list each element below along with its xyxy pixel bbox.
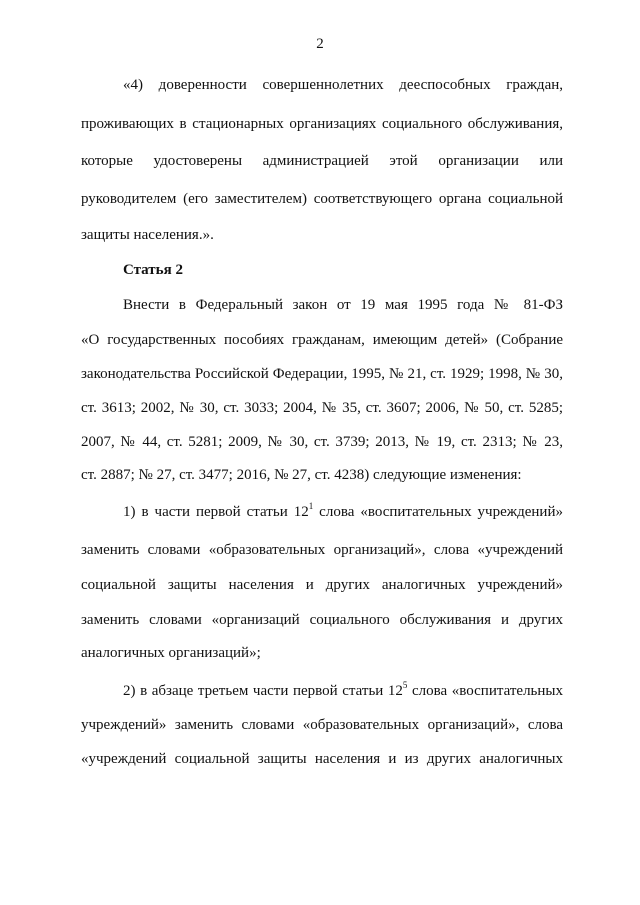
paragraph2-line-2: «О государственных пособиях гражданам, имеющим детей» (Собрание (81, 332, 563, 348)
item1-line-4: заменить словами «организаций социального обслуживания и других (81, 612, 563, 628)
item1-line-5: аналогичных организаций»; (81, 645, 261, 661)
item2-superscript: 5 (402, 680, 408, 690)
paragraph2-line-3: законодательства Российской Федерации, 1995, № 21, ст. 1929; 1998, № 30, (81, 366, 563, 382)
item1-superscript: 1 (308, 501, 314, 511)
paragraph2-line-6: ст. 2887; № 27, ст. 3477; 2016, № 27, ст. 4238) следующие изменения: (81, 467, 522, 483)
item1-text-after: слова «воспитательных учреждений» (313, 504, 563, 520)
item2-line-3: «учреждений социальной защиты населения и из других аналогичных (81, 751, 563, 767)
item2-text-after: слова «воспитательных (407, 683, 563, 699)
item2-line-2: учреждений» заменить словами «образовательных организаций», слова (81, 717, 563, 733)
item1-text-before: 1) в части первой статьи 12 (123, 504, 309, 520)
item1-line-3: социальной защиты населения и других аналогичных учреждений» (81, 577, 563, 593)
paragraph1-line-2: проживающих в стационарных организациях социального обслуживания, (81, 116, 563, 132)
item2-text-before: 2) в абзаце третьем части первой статьи 12 (123, 683, 403, 699)
item1-line-1 (123, 502, 563, 522)
paragraph1-line-4: руководителем (его заместителем) соответствующего органа социальной (81, 191, 563, 207)
paragraph1-line-5: защиты населения.». (81, 227, 214, 243)
item1-line-2: заменить словами «образовательных организаций», слова «учреждений (81, 542, 563, 558)
paragraph2-line-4: ст. 3613; 2002, № 30, ст. 3033; 2004, № 35, ст. 3607; 2006, № 50, ст. 5285; (81, 400, 563, 416)
page-number: 2 (316, 36, 324, 52)
article-heading: Статья 2 (123, 262, 183, 278)
paragraph1-line-3: которые удостоверены администрацией этой организации или (81, 153, 563, 169)
item2-line-1 (123, 681, 563, 701)
paragraph1-line-1: «4) доверенности совершеннолетних дееспособных граждан, (123, 77, 563, 93)
paragraph2-line-5: 2007, № 44, ст. 5281; 2009, № 30, ст. 3739; 2013, № 19, ст. 2313; № 23, (81, 434, 563, 450)
paragraph2-line-1: Внести в Федеральный закон от 19 мая 1995 года № 81-ФЗ (123, 297, 563, 313)
